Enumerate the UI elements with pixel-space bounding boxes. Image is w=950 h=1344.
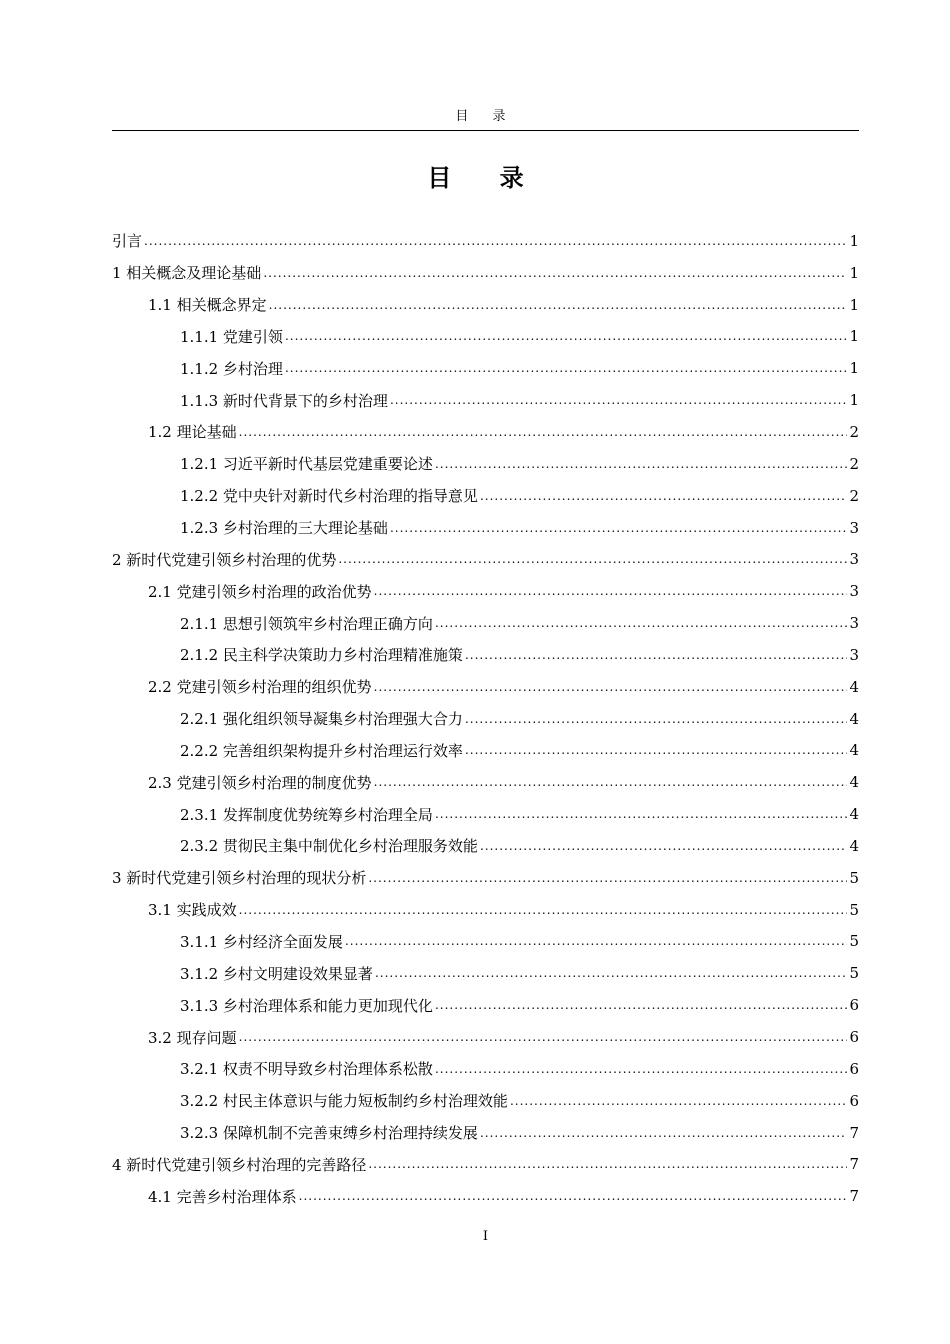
toc-entry[interactable]: [112, 575, 859, 607]
toc-entry[interactable]: [112, 894, 859, 926]
toc-dot-leader: [374, 775, 848, 789]
toc-dot-leader: [239, 903, 848, 917]
toc-entry-label: 2 新时代党建引领乡村治理的优势: [112, 550, 337, 569]
toc-entry-page: 4: [849, 709, 859, 728]
toc-dot-leader: [465, 743, 848, 757]
toc-entry-page: 6: [849, 996, 859, 1015]
toc-entry[interactable]: [112, 321, 859, 353]
toc-entry[interactable]: [112, 225, 859, 257]
toc-entry-page: 3: [849, 550, 859, 569]
toc-dot-leader: [480, 489, 848, 503]
toc-entry-page: 5: [849, 964, 859, 983]
toc-dot-leader: [368, 871, 847, 885]
toc-entry[interactable]: [112, 480, 859, 512]
running-header: 目 录: [455, 109, 516, 124]
toc-entry-label: 3.2.1 权责不明导致乡村治理体系松散: [180, 1060, 433, 1079]
toc-entry-label: 4.1 完善乡村治理体系: [148, 1187, 297, 1206]
toc-dot-leader: [510, 1094, 848, 1108]
toc-entry-label: 1.1.2 乡村治理: [180, 359, 283, 378]
toc-entry[interactable]: [112, 957, 859, 989]
toc-entry-label: 3.2.2 村民主体意识与能力短板制约乡村治理效能: [180, 1092, 508, 1111]
toc-entry[interactable]: [112, 989, 859, 1021]
toc-entry-label: 1.1 相关概念界定: [148, 296, 267, 315]
toc-dot-leader: [144, 234, 847, 248]
toc-entry-label: 1.1.1 党建引领: [180, 327, 283, 346]
toc-dot-leader: [269, 298, 848, 312]
toc-entry-page: 3: [849, 645, 859, 664]
toc-entry[interactable]: [112, 798, 859, 830]
toc-dot-leader: [239, 1030, 848, 1044]
toc-entry-label: 引言: [112, 232, 143, 251]
toc-dot-leader: [390, 521, 848, 535]
header-rule: [112, 130, 859, 131]
toc-entry-page: 1: [849, 359, 859, 378]
toc-entry-page: 4: [849, 773, 859, 792]
toc-dot-leader: [239, 425, 848, 439]
toc-entry-label: 3.1.2 乡村文明建设效果显著: [180, 964, 373, 983]
toc-dot-leader: [338, 552, 847, 566]
toc-entry[interactable]: [112, 1148, 859, 1180]
toc-entry-page: 1: [849, 391, 859, 410]
toc-dot-leader: [435, 1062, 848, 1076]
toc-dot-leader: [374, 680, 848, 694]
toc-entry[interactable]: [112, 766, 859, 798]
toc-entry-label: 3.1.3 乡村治理体系和能力更加现代化: [180, 996, 433, 1015]
table-of-contents: [112, 225, 859, 1212]
toc-entry-page: 3: [849, 614, 859, 633]
toc-entry-label: 2.3.2 贯彻民主集中制优化乡村治理服务效能: [180, 837, 478, 856]
toc-entry-page: 6: [849, 1091, 859, 1110]
toc-entry-page: 2: [849, 454, 859, 473]
toc-entry-page: 2: [849, 422, 859, 441]
toc-dot-leader: [375, 966, 848, 980]
toc-entry-label: 2.2.1 强化组织领导凝集乡村治理强大合力: [180, 710, 463, 729]
toc-entry-label: 2.1.2 民主科学决策助力乡村治理精准施策: [180, 646, 463, 665]
toc-entry[interactable]: [112, 703, 859, 735]
toc-entry[interactable]: [112, 862, 859, 894]
toc-entry-label: 1.2.1 习近平新时代基层党建重要论述: [180, 455, 433, 474]
toc-entry-page: 6: [849, 1028, 859, 1047]
toc-entry-page: 7: [849, 1155, 859, 1174]
toc-entry-page: 5: [849, 900, 859, 919]
toc-entry[interactable]: [112, 926, 859, 958]
toc-entry-page: 7: [849, 1187, 859, 1206]
toc-entry-page: 1: [849, 327, 859, 346]
toc-entry[interactable]: [112, 448, 859, 480]
toc-entry[interactable]: [112, 671, 859, 703]
toc-entry[interactable]: [112, 384, 859, 416]
toc-entry-label: 3.1 实践成效: [148, 901, 237, 920]
toc-entry[interactable]: [112, 289, 859, 321]
toc-entry[interactable]: [112, 639, 859, 671]
toc-entry[interactable]: [112, 257, 859, 289]
toc-entry[interactable]: [112, 1117, 859, 1149]
toc-entry-label: 2.1.1 思想引领筑牢乡村治理正确方向: [180, 614, 433, 633]
toc-entry-label: 3.1.1 乡村经济全面发展: [180, 932, 343, 951]
toc-entry-label: 2.3 党建引领乡村治理的制度优势: [148, 773, 372, 792]
toc-dot-leader: [285, 361, 848, 375]
page-title: 目 录: [427, 164, 544, 192]
toc-entry-page: 3: [849, 518, 859, 537]
toc-entry[interactable]: [112, 830, 859, 862]
toc-entry-page: 5: [849, 932, 859, 951]
toc-entry-page: 7: [849, 1123, 859, 1142]
toc-entry[interactable]: [112, 352, 859, 384]
toc-dot-leader: [435, 998, 848, 1012]
toc-entry-label: 1.2.2 党中央针对新时代乡村治理的指导意见: [180, 487, 478, 506]
toc-entry-page: 2: [849, 486, 859, 505]
toc-entry-label: 2.1 党建引领乡村治理的政治优势: [148, 582, 372, 601]
toc-entry-page: 1: [849, 295, 859, 314]
toc-dot-leader: [345, 934, 848, 948]
toc-entry-label: 3.2.3 保障机制不完善束缚乡村治理持续发展: [180, 1124, 478, 1143]
toc-dot-leader: [285, 329, 848, 343]
toc-entry-label: 1.1.3 新时代背景下的乡村治理: [180, 391, 388, 410]
toc-dot-leader: [299, 1189, 848, 1203]
toc-entry-page: 3: [849, 582, 859, 601]
toc-entry-page: 4: [849, 836, 859, 855]
toc-dot-leader: [263, 266, 847, 280]
toc-entry[interactable]: [112, 1053, 859, 1085]
toc-entry-page: 6: [849, 1059, 859, 1078]
toc-entry-label: 1.2.3 乡村治理的三大理论基础: [180, 519, 388, 538]
toc-entry[interactable]: [112, 416, 859, 448]
toc-entry-label: 3 新时代党建引领乡村治理的现状分析: [112, 869, 367, 888]
toc-entry-label: 2.2 党建引领乡村治理的组织优势: [148, 678, 372, 697]
toc-dot-leader: [368, 1157, 847, 1171]
toc-entry-page: 5: [849, 868, 859, 887]
toc-entry[interactable]: [112, 512, 859, 544]
toc-entry-label: 3.2 现存问题: [148, 1028, 237, 1047]
toc-entry-page: 4: [849, 677, 859, 696]
toc-dot-leader: [435, 807, 848, 821]
toc-entry-page: 4: [849, 805, 859, 824]
toc-entry[interactable]: [112, 1085, 859, 1117]
toc-dot-leader: [480, 1126, 848, 1140]
toc-entry-page: 4: [849, 741, 859, 760]
toc-entry[interactable]: [112, 543, 859, 575]
toc-entry[interactable]: [112, 1180, 859, 1212]
toc-entry[interactable]: [112, 1021, 859, 1053]
toc-dot-leader: [374, 584, 848, 598]
toc-entry-label: 1 相关概念及理论基础: [112, 264, 262, 283]
toc-dot-leader: [465, 712, 848, 726]
toc-entry-page: 1: [849, 263, 859, 282]
toc-dot-leader: [480, 839, 848, 853]
toc-dot-leader: [435, 616, 848, 630]
toc-entry-label: 1.2 理论基础: [148, 423, 237, 442]
toc-entry-page: 1: [849, 231, 859, 250]
toc-entry-label: 2.2.2 完善组织架构提升乡村治理运行效率: [180, 741, 463, 760]
toc-dot-leader: [390, 393, 848, 407]
toc-entry[interactable]: [112, 735, 859, 767]
page-number: I: [482, 1229, 489, 1244]
toc-entry-label: 4 新时代党建引领乡村治理的完善路径: [112, 1155, 367, 1174]
toc-entry[interactable]: [112, 607, 859, 639]
toc-dot-leader: [465, 648, 848, 662]
toc-dot-leader: [435, 457, 848, 471]
toc-entry-label: 2.3.1 发挥制度优势统筹乡村治理全局: [180, 805, 433, 824]
